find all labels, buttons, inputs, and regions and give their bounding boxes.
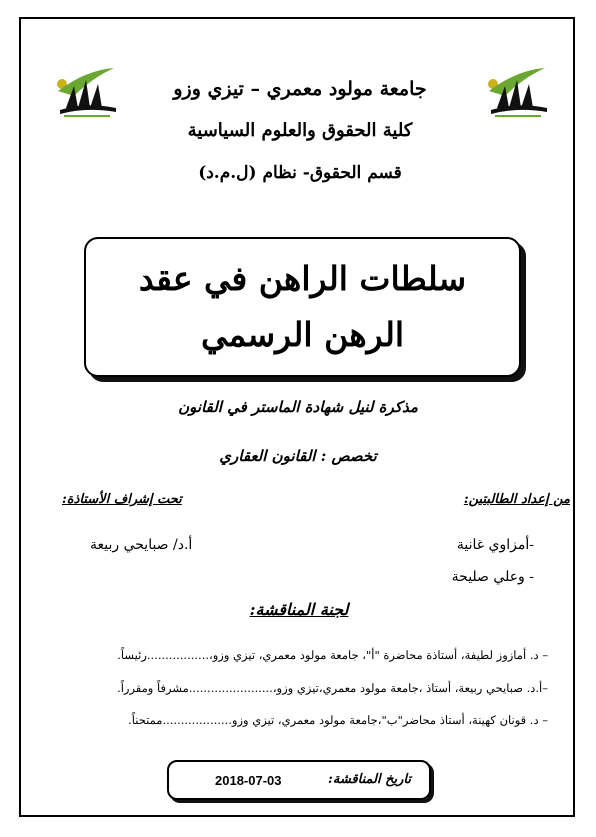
prepared-by-label: من إعداد الطالبتين: bbox=[463, 492, 570, 507]
university-emblem-icon bbox=[483, 58, 551, 120]
jury-member: –أ.د. صبايحي ربيعة، أستاذ ،جامعة مولود معمري،تيزي وزو،.......................مشرفاً ومقرراً. bbox=[117, 681, 548, 695]
jury-member: – د. أمازوز لطيفة، أستاذة محاضرة "أ"، جامعة مولود معمري، تيزي وزو،.................رئيساً. bbox=[117, 648, 548, 662]
university-emblem-icon bbox=[52, 58, 120, 120]
defense-date-box bbox=[167, 760, 431, 800]
faculty-name: كلية الحقوق والعلوم السياسية bbox=[187, 120, 413, 141]
memo-type: مذكرة لنيل شهادة الماستر في القانون bbox=[178, 398, 418, 416]
department-name: قسم الحقوق- نظام (ل.م.د) bbox=[198, 163, 402, 183]
supervisor-label: تحت إشراف الأستاذة: bbox=[62, 492, 182, 507]
student-name: -أمزاوي غانية bbox=[456, 537, 534, 553]
defense-date-value: 2018-07-03 bbox=[215, 773, 282, 788]
thesis-title: سلطات الراهن في عقد الرهن الرسمي bbox=[138, 259, 467, 354]
student-name: - وعلي صليحة bbox=[451, 569, 534, 585]
defense-date-label: تاريخ المناقشة: bbox=[328, 772, 411, 787]
university-name: جامعة مولود معمري – تيزي وزو bbox=[173, 78, 427, 100]
specialization: تخصص : القانون العقاري bbox=[219, 447, 377, 465]
jury-member: – د. قونان كهينة، أستاذ محاضر"ب"،جامعة مولود معمري، تيزي وزو...................ممتحناً. bbox=[128, 713, 548, 727]
thesis-title-box bbox=[84, 237, 521, 377]
supervisor-name: أ.د/ صبايحي ربيعة bbox=[90, 537, 193, 553]
jury-label: لجنة المناقشة: bbox=[249, 600, 349, 619]
